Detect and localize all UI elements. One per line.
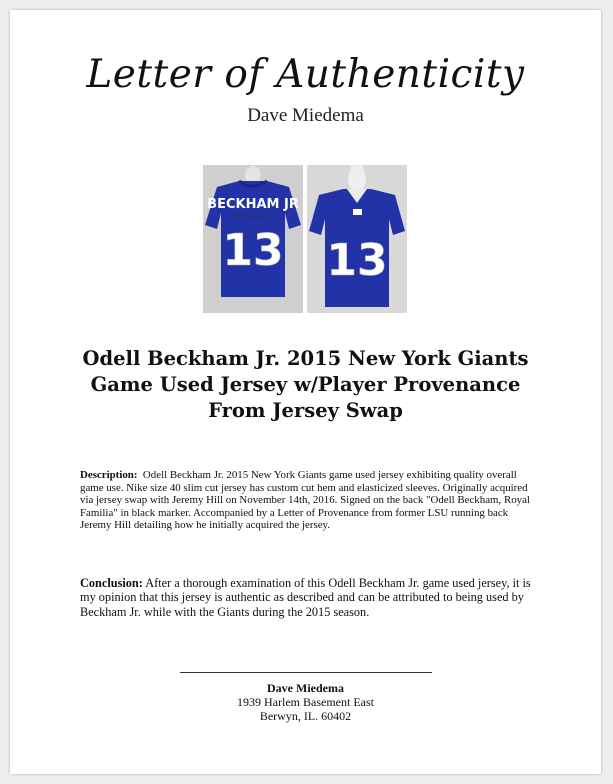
signature-line	[180, 672, 432, 673]
jersey-number-back: 13	[222, 225, 284, 276]
signature-street: 1939 Harlem Basement East	[237, 695, 374, 709]
signature-name: Dave Miedema	[267, 681, 344, 695]
conclusion-label: Conclusion:	[80, 576, 143, 590]
description-text: Odell Beckham Jr. 2015 New York Giants game used jersey exhibiting quality overall game use. Nike size 40 slim cut jersey has custom cut hem and elasticized sleeves. Originally acquired via jersey swap with Jeremy Hill on November 14th, 2016. Signed on the back "Odell Beckham, Royal Familia" in black marker. Accompanied by a Letter of Provenance from former LSU running back Jeremy Hill detailing how he initially acquired the jersey.	[80, 469, 530, 532]
item-headline: Odell Beckham Jr. 2015 New York Giants Game Used Jersey w/Player Provenance From Jersey Swap	[82, 347, 529, 422]
description-paragraph	[80, 469, 532, 532]
signature-city: Berwyn, IL. 60402	[259, 709, 352, 723]
letter-page	[10, 10, 601, 774]
author-name: Dave Miedema	[247, 105, 364, 126]
jersey-number-front: 13	[326, 235, 388, 286]
conclusion-text: After a thorough examination of this Odell Beckham Jr. game used jersey, it is my opinion that this jersey is authentic as described and can be attributed to being used by Beckham Jr. while with the Giants during the 2015 season.	[80, 576, 531, 619]
jersey-front-photo	[307, 165, 407, 313]
conclusion-paragraph	[80, 576, 532, 619]
letter-title: Letter of Authenticity	[86, 52, 525, 97]
jersey-back-photo	[203, 165, 303, 313]
nameplate-text: BECKHAM JR	[207, 197, 299, 212]
description-label: Description:	[80, 469, 138, 481]
